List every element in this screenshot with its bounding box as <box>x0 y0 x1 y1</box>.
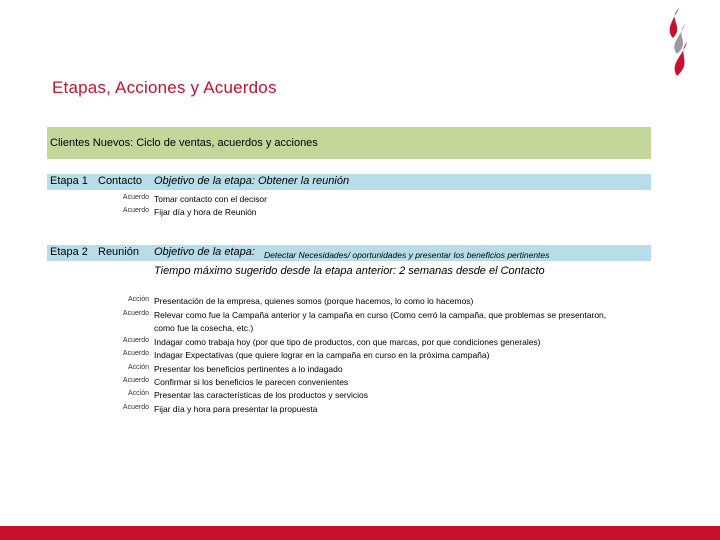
stage-2-name: Reunión <box>98 246 139 258</box>
stage-1-objective: Objetivo de la etapa: Obtener la reunión <box>154 175 350 187</box>
stage-1-number: Etapa 1 <box>50 175 88 187</box>
row-text: Presentar los beneficios pertinentes a lo indagado <box>154 364 343 374</box>
row-text: Relevar como fue la Campaña anterior y la campaña en curso (Como cerró la campaña, que problemas se presentaron, <box>154 310 607 320</box>
stage-2-number: Etapa 2 <box>50 246 88 258</box>
row-label: Acuerdo <box>122 404 149 411</box>
stage-1-name: Contacto <box>98 175 143 187</box>
section-header: Clientes Nuevos: Ciclo de ventas, acuerdos y acciones <box>47 127 651 159</box>
row-text: Fijar día y hora de Reunión <box>154 207 257 217</box>
row-label: Acuerdo <box>122 194 149 201</box>
slide-title: Etapas, Acciones y Acuerdos <box>52 78 277 97</box>
row-label: Acción <box>127 390 149 397</box>
stage-2-objective: Objetivo de la etapa: <box>154 246 255 258</box>
row-label: Acuerdo <box>122 337 149 344</box>
row-text: Indagar como trabaja hoy (por que tipo de productos, con que marcas, por que condiciones generales) <box>154 337 541 347</box>
stage-2-objective-detail: Detectar Necesidades/ oportunidades y presentar los beneficios pertinentes <box>264 250 550 260</box>
row-label: Acuerdo <box>122 350 149 357</box>
row-label: Acción <box>127 296 149 303</box>
row-text: Confirmar si los beneficios le parecen convenientes <box>154 377 349 387</box>
row-text: Indagar Expectativas (que quiere lograr en la campaña en curso en la próxima campaña) <box>154 350 490 360</box>
stage-2-time: Tiempo máximo sugerido desde la etapa anterior: 2 semanas desde el Contacto <box>154 265 545 277</box>
brand-flame-logo <box>655 6 697 80</box>
row-text: Fijar día y hora para presentar la propuesta <box>154 404 318 414</box>
row-label: Acuerdo <box>122 377 149 384</box>
stage-2-bar <box>47 245 651 261</box>
row-text: Presentar las características de los productos y servicios <box>154 390 369 400</box>
row-text: Presentación de la empresa, quienes somos (porque hacemos, lo como lo hacemos) <box>154 296 474 306</box>
row-label: Acuerdo <box>122 207 149 214</box>
row-label: Acuerdo <box>122 310 149 317</box>
row-text: Tomar contacto con el decisor <box>154 194 267 204</box>
row-label: Acción <box>127 364 149 371</box>
stage-1-bar <box>47 174 651 190</box>
row-text: como fue la cosecha, etc.) <box>154 323 254 333</box>
footer-bar <box>0 526 720 540</box>
